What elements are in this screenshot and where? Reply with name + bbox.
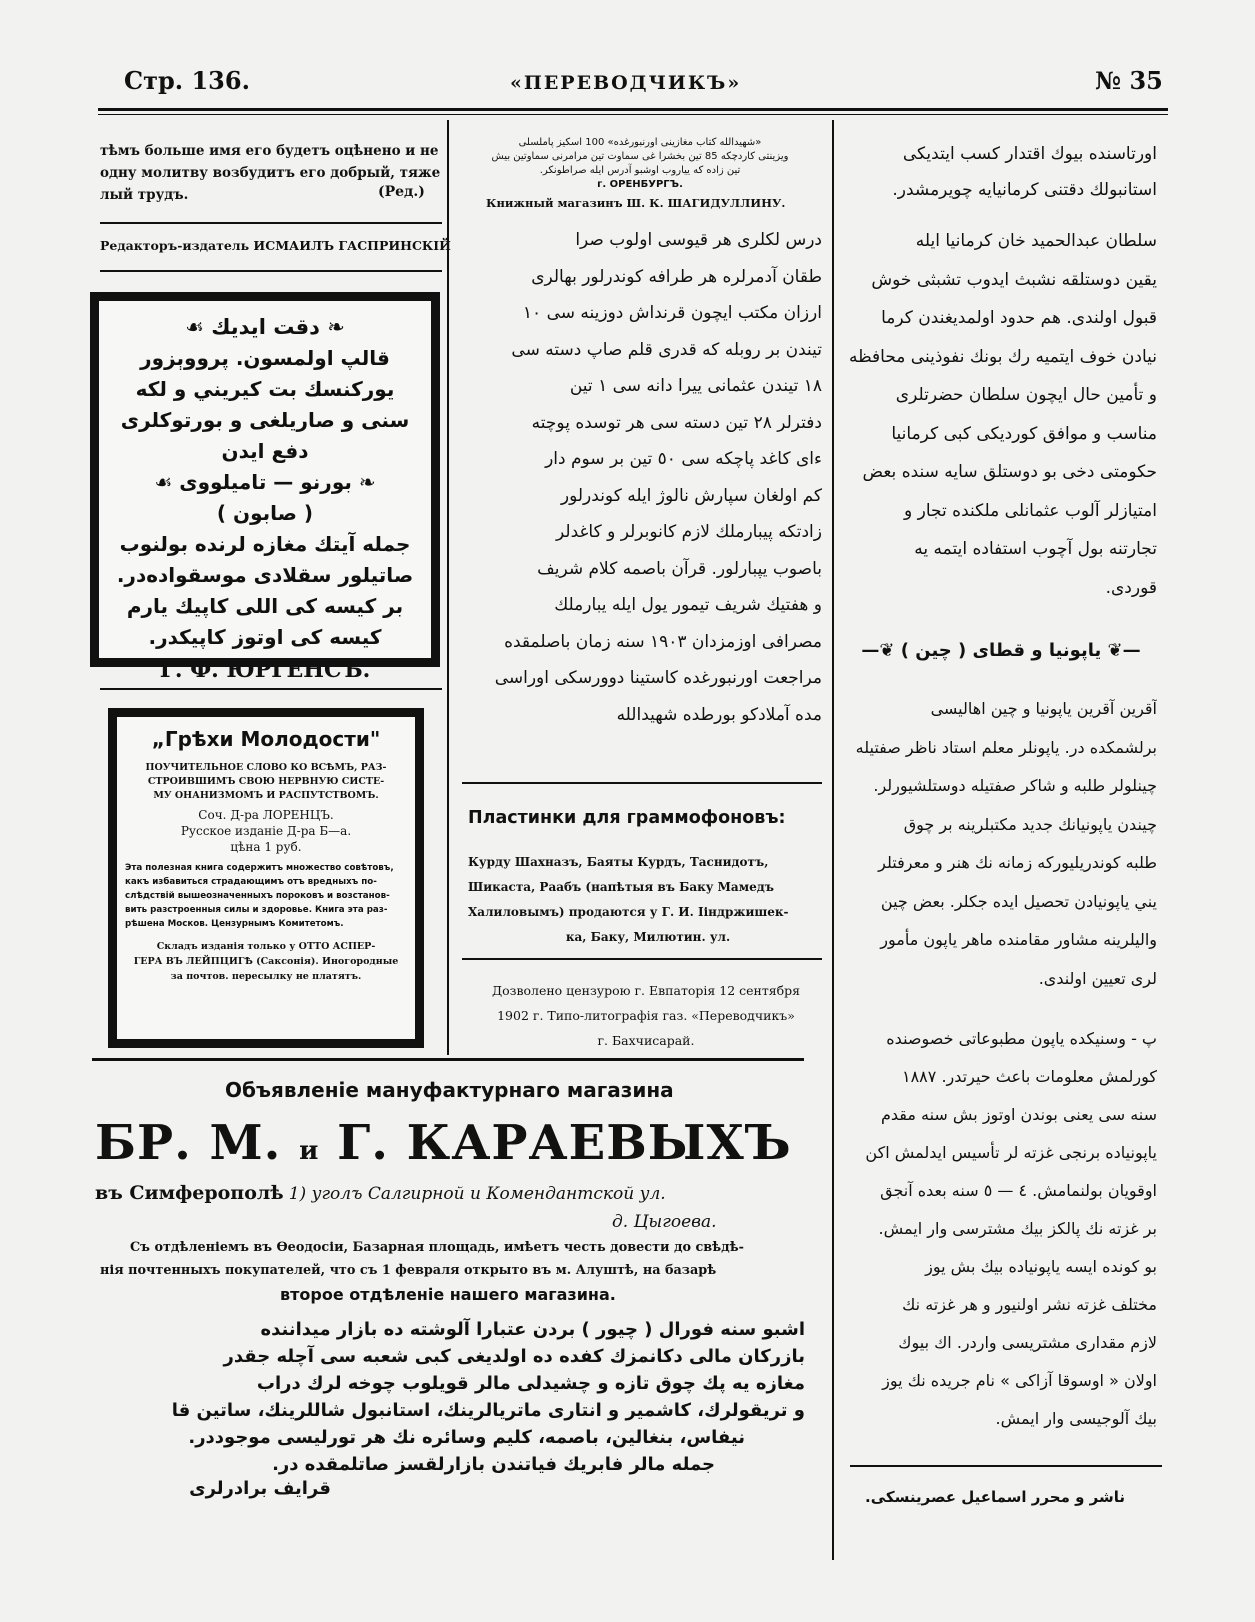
soap-line: جمله آيتك مغازه لرنده بولنوب: [119, 532, 411, 556]
bottom-ad-body: [100, 1236, 805, 1282]
text-line: بازركان مالى دكانمزك كفده ده اولديغى كبى شعبه سى آچله جقدر: [223, 1346, 805, 1367]
section-title-text: ياپونيا و قطاى ( چين ): [900, 640, 1102, 661]
book-title: „Грѣхи Молодости": [151, 727, 381, 751]
soap-ad-heading: [99, 315, 431, 339]
right-para-4: [845, 1020, 1157, 1438]
text-line: نيادن خوف ايتميه رك بونك نفوذينى محافظه: [848, 346, 1157, 367]
soap-line: قالپ اولمسون. پرووېزور: [140, 346, 390, 370]
text-line: درس لكلرى هر قيوسى اولوب صرا: [575, 230, 822, 250]
text-line: بو كونده ايسه ياپونياده بيك بش يوز: [925, 1257, 1157, 1276]
text-line: ءاى كاغد پاچكه سى ٥٠ تين بر سوم دار: [545, 449, 822, 469]
bottom-body-line: Съ отдѣленіемъ въ Ѳеодосіи, Базарная площадь, имѣетъ честь довести до свѣдѣ-: [130, 1240, 744, 1255]
gramophone-line: Шикаста, Раабъ (напѣтыя въ Баку Мамедъ: [468, 880, 774, 894]
text-line: ياپونيادە برنجى غزته لر تأسيس ايدلمش اكن: [865, 1143, 1157, 1162]
soap-ad: [90, 292, 440, 683]
intro-line: лый трудъ.: [100, 187, 189, 203]
text-line: مده آملادكو بورطده شهيدالله: [616, 704, 822, 725]
book-footer-line: за почтов. пересылку не платятъ.: [170, 971, 362, 982]
gramophone-line: ка, Баку, Милютин. ул.: [565, 930, 731, 944]
ornament-icon: ❦—: [861, 640, 901, 661]
soap-line: دفع ايدن: [221, 439, 309, 463]
editor-line: Редакторъ-издатель ИСМАИЛЪ ГАСПРИНСКІЙ: [100, 238, 451, 253]
bottom-ad-heading: Объявленіе мануфактурнаго магазина: [225, 1078, 674, 1102]
text-line: و هفتيك شريف تيمور يول ايله يبارملك: [554, 595, 822, 615]
shop-line: تين زاده كه يياروب اوشبو آدرس ايله صراطونكر.: [539, 165, 741, 176]
gramophone-line: Курду Шахназъ, Баяты Курдъ, Таснидотъ,: [468, 855, 769, 869]
divider: [850, 1465, 1162, 1467]
middle-arabic-text: [460, 222, 822, 733]
book-subtitle-line: ПОУЧИТЕЛЬНОЕ СЛОВО КО ВСѢМЪ, РАЗ-: [145, 762, 387, 773]
right-para-2: [845, 222, 1157, 607]
book-details: [117, 807, 415, 855]
text-line: يقين دوستلقه نشبث ايدوب تشبثى خوش: [871, 269, 1157, 290]
soap-line: يوركنسك بت كيريني و لكه: [135, 377, 395, 401]
book-subtitle: [117, 761, 415, 803]
book-footer-line: Складъ изданія только у ОТТО АСПЕР-: [156, 941, 376, 952]
book-subtitle-line: СТРОИВШИМЪ СВОЮ НЕРВНУЮ СИСТЕ-: [147, 776, 385, 787]
newspaper-title: «ПЕРЕВОДЧИКЪ»: [510, 72, 742, 94]
text-line: كم اولغان سپارش نالوژ ايله كوندرلور: [560, 485, 822, 506]
soap-heading-text: دقت ایدیك: [211, 315, 320, 339]
censorship-text: [466, 978, 826, 1053]
book-body: [125, 861, 407, 931]
soap-line: سنى و صاريلغى و بورتوكلرى: [120, 408, 410, 432]
soap-line: صاتيلور سقلادى موسقوادەدر.: [116, 563, 414, 587]
bottom-ad-signature: قرايف برادرلرى: [189, 1478, 331, 1499]
text-line: اولان « اوسوقا آزاكى » نام جريده نك يوز: [882, 1371, 1157, 1390]
right-para-3: [845, 690, 1157, 998]
brand-name: [95, 1115, 792, 1171]
ornament-icon: ❧: [351, 470, 376, 494]
text-line: مناسب و موافق كورديكى كبى كرمانيا: [891, 423, 1157, 444]
text-line: مراجعت اورنبورغده كاستينا دوورسكى اوراسى: [494, 668, 822, 688]
text-line: اورتاسنده بيوك اقتدار كسب ايتديكى: [902, 144, 1157, 164]
text-line: تجارتنه بول آچوب استفاده ايتمه يه: [914, 539, 1157, 559]
bottom-ad-arabic: [95, 1316, 805, 1478]
text-line: واليلرينه مشاور مقامنده ماهر ياپون مأمور: [880, 930, 1157, 949]
brand-left: БР. М.: [95, 1115, 282, 1171]
text-line: قوردى.: [1105, 577, 1157, 598]
section-title: [845, 640, 1157, 661]
column-divider-left: [447, 120, 449, 1055]
book-ad: [108, 708, 424, 1048]
book-subtitle-line: МУ ОНАНИЗМОМЪ И РАСПУТСТВОМЪ.: [153, 790, 379, 801]
divider: [92, 1058, 804, 1061]
text-line: طقان آدمرلره هر طرافه كوندرلور بهالرى: [531, 266, 822, 287]
publisher-line: ناشر و محرر اسماعيل عصرينسكى.: [865, 1488, 1125, 1506]
right-para-1: [845, 136, 1157, 208]
location-house: д. Цыгоева.: [612, 1212, 717, 1232]
bottom-body-line: нія почтенныхъ покупателей, что съ 1 февраля открыто въ м. Алуштѣ, на базарѣ: [100, 1263, 717, 1278]
divider: [462, 958, 822, 960]
text-line: سنه سى يعنى بوندن اوتوز بش سنه مقدم: [880, 1105, 1157, 1124]
divider: [100, 270, 442, 272]
brand-and: и: [299, 1136, 320, 1166]
location-prefix: въ Симферополѣ: [95, 1182, 284, 1204]
text-line: لازم مقدارى مشتريسى واردر. اك بيوك: [898, 1333, 1157, 1352]
text-line: چينلولر طلبه و شاكر صفتيله دوستلشيورلر.: [873, 776, 1157, 795]
ornament-icon: ☙: [185, 315, 212, 339]
ornament-icon: ❧: [319, 315, 345, 339]
intro-line: одну молитву возбудитъ его добрый, тяже: [100, 165, 441, 181]
shop-name: Книжный магазинъ Ш. К. ШАГИДУЛЛИНУ.: [486, 196, 786, 210]
divider: [100, 688, 442, 690]
text-line: و تريقولرك، كاشمير و انتارى ماتريالرينك، استانبول شاللرينك، ساتين قا: [171, 1400, 805, 1421]
page-label: Стр. 136.: [124, 66, 250, 95]
text-line: سلطان عبدالحميد خان كرمانيا ايله: [915, 231, 1157, 251]
text-line: لرى تعيين اولندى.: [1038, 968, 1157, 988]
soap-product-sub: ( صابون ): [216, 501, 314, 525]
censorship-line: 1902 г. Типо-литографія газ. «Переводчикъ»: [497, 1008, 795, 1023]
text-line: جمله مالر فابريك فياتندن بازارلقسز صاتلمقده در.: [272, 1454, 715, 1475]
text-line: قبول اولندى. هم حدود اولمديغندن كرما: [881, 308, 1157, 328]
shop-line: «شهيدالله كتاب مغازينى اورنبورغده» 100 اسكيز پاملسلى: [518, 137, 762, 148]
header-rule-thin: [98, 114, 1168, 115]
text-line: زادتكه پيبارملك لازم كانوبرلر و كاغدلر: [556, 522, 822, 542]
book-body-line: Эта полезная книга содержитъ множество совѣтовъ,: [125, 863, 394, 873]
text-line: نيفاس، بنغالين، باصمه، كليم وسائره نك هر تورليسى موجوددر.: [188, 1427, 745, 1448]
text-line: كورلمش معلومات باعث حيرتدر. ١٨٨٧: [901, 1067, 1157, 1086]
shop-line: ويزينتى كاردچكه 85 تين بخشرا غى سماوت تين مرامرنى سماوتين بيش: [491, 151, 789, 162]
ornament-icon: ☙: [154, 470, 180, 494]
soap-merchant: Г. Ф. ЮРГЕНСЪ.: [159, 657, 371, 683]
text-line: امتيازلر آلوب عثمانلى ملكنده تجار و: [904, 500, 1157, 521]
shop-line: г. ОРЕНБУРГЪ.: [597, 179, 683, 190]
text-line: ارزان مكتب ايچون قرنداش دوزينه سى ١٠: [522, 303, 822, 323]
text-line: حكومتى دخى بو دوستلق سايه سنده بعض: [862, 462, 1157, 482]
text-line: باصوب يپبارلور. قرآن باصمه كلام شريف: [537, 558, 822, 579]
book-price: цѣна 1 руб.: [230, 840, 302, 854]
soap-product: [99, 467, 431, 498]
text-line: و تأمين حال ايچون سلطان حضرتلرى: [895, 385, 1157, 405]
text-line: چيندن ياپونيانك جديد مكتبلرينه بر چوق: [903, 814, 1157, 834]
book-footer-line: ГЕРА ВЪ ЛЕЙПЦИГѢ (Саксонія). Иногородные: [133, 956, 399, 967]
soap-line: بر كيسه كى اللى كاپيك يارم: [126, 594, 404, 618]
column-divider-right: [832, 120, 834, 1560]
text-line: اوقويان بولنمامش. ٤ — ٥ سنه بعده آنجق: [880, 1181, 1157, 1200]
intro-line: тѣмъ больше имя его будетъ оцѣнено и не: [100, 143, 439, 159]
issue-number: № 35: [1095, 66, 1163, 95]
text-line: مصرافى اوزمزدان ١٩٠٣ سنه زمان باصلمقده: [504, 631, 822, 652]
soap-product-text: بورنو — تاميلووى: [179, 470, 352, 494]
header-rule: [98, 108, 1168, 111]
book-footer: [117, 939, 415, 984]
book-author: Соч. Д-ра ЛОРЕНЦЪ.: [198, 808, 334, 822]
text-line: ١٨ تيندن عثمانى ييرا دانه سى ١ تين: [569, 376, 822, 396]
gramophone-text: [468, 850, 828, 950]
text-line: برلشمكده در. ياپونلر معلم استاد ناظر صفتيله: [855, 737, 1157, 757]
gramophone-title: Пластинки для граммофоновъ:: [468, 808, 786, 828]
text-line: يني ياپونيادن تحصيل ايده جكلر. بعض چين: [880, 891, 1157, 911]
censorship-line: г. Бахчисарай.: [597, 1033, 695, 1048]
soap-ad-lines: [99, 343, 431, 653]
text-line: تيندن بر روبله كه قدرى قلم صاپ دسته سى: [511, 339, 822, 360]
location-line: [95, 1182, 666, 1204]
divider: [100, 222, 442, 224]
text-line: مغازه يه پك چوق تازه و چشيدلى مالر قويلوب چوخه لرك دراب: [256, 1373, 805, 1394]
text-line: طلبه كوندريليوركه زمانه نك هنر و معرفتلر: [878, 853, 1157, 872]
location-address: 1) уголъ Салгирной и Комендантской ул.: [288, 1184, 666, 1204]
brand-right: Г. КАРАЕВЫХЪ: [337, 1115, 792, 1171]
censorship-line: Дозволено цензурою г. Евпаторія 12 сентября: [491, 983, 801, 998]
intro-signoff: (Ред.): [378, 184, 425, 200]
book-edition: Русское изданіе Д-ра Б—а.: [180, 824, 352, 838]
gramophone-line: Халиловымъ) продаются у Г. И. Ііндржишек-: [468, 905, 789, 919]
text-line: استانبولك دقتنى كرمانيايه چويرمشدر.: [892, 180, 1157, 200]
text-line: آقرين آقرين ياپونيا و چين اهاليسى: [930, 699, 1157, 718]
book-body-line: слѣдствій вышеозначенныхъ пороковъ и возстанов-: [125, 891, 390, 901]
divider: [462, 782, 822, 784]
ornament-icon: —❦: [1101, 640, 1141, 661]
text-line: دفترلر ٢٨ تين دسته سى هر توسده پوچته: [531, 412, 822, 433]
book-body-line: рѣшена Москов. Цензурнымъ Комитетомъ.: [125, 919, 344, 929]
second-branch: второе отдѣленіе нашего магазина.: [280, 1285, 616, 1304]
text-line: اشبو سنه فورال ( چيور ) بردن عتبارا آلوشته ده بازار ميداننده: [260, 1319, 805, 1340]
text-line: بر غزته نك پالكز بيك مشترسى وار ايمش.: [878, 1219, 1157, 1238]
soap-line: كيسه كى اوتوز كاپيكدر.: [148, 625, 382, 649]
book-body-line: какъ избавиться страдающимъ отъ вредныхъ по-: [125, 877, 377, 887]
shop-notice: [460, 136, 820, 192]
text-line: پ - وسنيكده ياپون مطبوعاتى خصوصنده: [886, 1029, 1157, 1048]
text-line: بيك آلوجيسى وار ايمش.: [995, 1409, 1157, 1428]
book-body-line: вить разстроенныя силы и здоровье. Книга эта раз-: [125, 905, 388, 915]
text-line: مختلف غزته نشر اولنيور و هر غزته نك: [902, 1295, 1157, 1314]
